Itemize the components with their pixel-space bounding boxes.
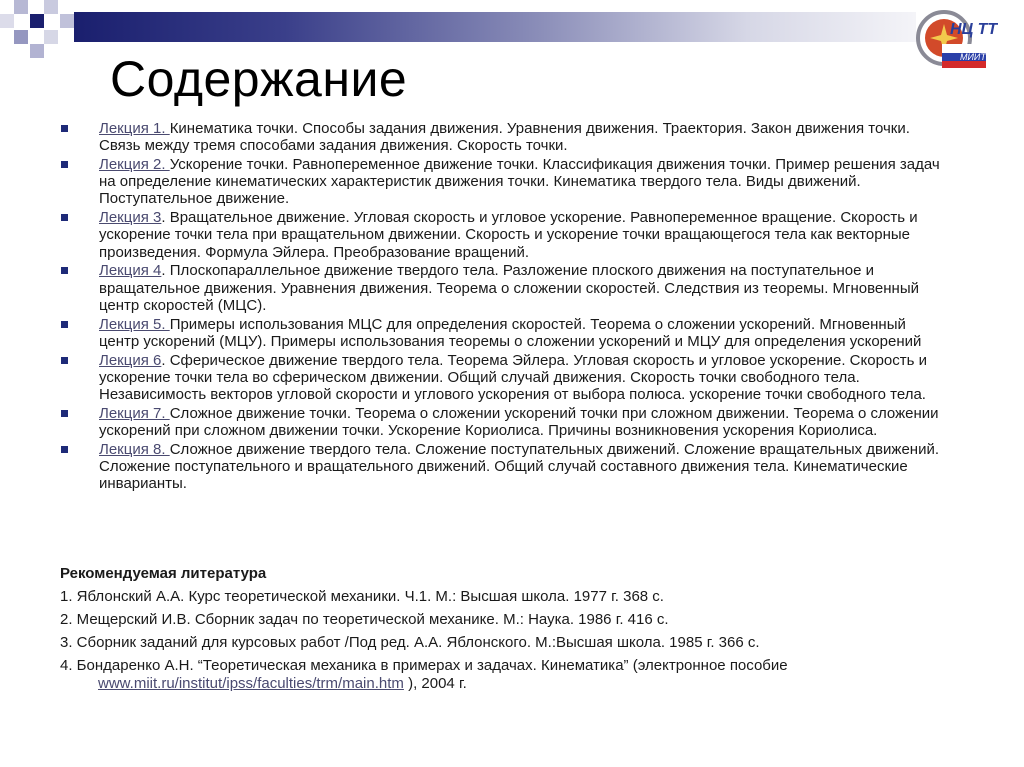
lecture-5-text: Примеры использования МЦС для определения скоростей. Теорема о сложении ускорений. Мгновенный центр ускорений (МЦУ). Примеры использования теоремы о сложении ускорений и МЦУ для определения ускорений: [99, 315, 922, 350]
lecture-item-5: [60, 316, 940, 350]
lecture-6-text: . Сферическое движение твердого тела. Теорема Эйлера. Угловая скорость и угловое ускорение. Скорость и ускорение точки тела во сферическом движении. Общий случай движения. Скорость точки свободного тела. Независимость векторов угловой скорости и углового ускорения от выбора полюса. ускорение точки свободного тела.: [99, 351, 927, 404]
reference-url-link[interactable]: www.miit.ru/institut/ipss/faculties/trm/main.htm: [98, 675, 404, 692]
reference-item-3: 3. Сборник заданий для курсовых работ /Под ред. А.А. Яблонского. М.:Высшая школа. 1985 г. 366 с.: [60, 634, 760, 651]
lecture-6-link[interactable]: Лекция 6: [99, 351, 162, 369]
lecture-8-link[interactable]: Лекция 8.: [99, 440, 170, 458]
logo-text-top: НЦ ТТ: [950, 21, 998, 38]
reference-item-2: 2. Мещерский И.В. Сборник задач по теоретической механике. М.: Наука. 1986 г. 416 с.: [60, 611, 669, 628]
bullet-square-icon: [61, 267, 68, 274]
page-title: Содержание: [110, 51, 408, 107]
lecture-4-text: . Плоскопараллельное движение твердого тела. Разложение плоского движения на поступательное и вращательное движения. Уравнения движения. Теорема о сложении скоростей. Следствия из теоремы. Мгновенный центр скоростей (МЦС).: [99, 262, 919, 314]
reference-item-4-text: 4. Бондаренко А.Н. “Теоретическая механика в примерах и задачах. Кинематика” (электронное пособие: [60, 657, 788, 674]
bullet-square-icon: [61, 446, 68, 453]
lecture-list: [60, 120, 940, 494]
lecture-1-link[interactable]: Лекция 1.: [99, 120, 170, 137]
bullet-square-icon: [61, 321, 68, 328]
bullet-square-icon: [61, 357, 68, 364]
lecture-1-text: Кинематика точки. Способы задания движения. Уравнения движения. Траектория. Закон движения точки. Связь между тремя способами задания движения. Скорость точки.: [99, 120, 910, 155]
lecture-item-6: [60, 352, 940, 404]
lecture-item-2: [60, 156, 940, 208]
lecture-item-4: [60, 262, 940, 314]
reference-item-4-tail: ), 2004 г.: [403, 675, 467, 692]
bullet-square-icon: [61, 125, 68, 132]
logo: [914, 6, 998, 70]
lecture-3-link[interactable]: Лекция 3: [99, 209, 162, 227]
lecture-7-text: Сложное движение точки. Теорема о сложении ускорений точки при сложном движении. Теорема о сложении ускорений при сложном движении точки. Ускорение Кориолиса. Причины возникновения ускорения Кориолиса.: [99, 404, 939, 440]
lecture-item-8: [60, 441, 940, 493]
lecture-item-1: [60, 120, 940, 154]
bullet-square-icon: [61, 161, 68, 168]
references-section: [60, 565, 960, 698]
header-gradient-bar: [74, 12, 916, 42]
lecture-8-text: Сложное движение твердого тела. Сложение поступательных движений. Сложение вращательных движений. Сложение поступательного и вращательного движений. Общий случай составного движения тела. Кинематические инварианты.: [99, 440, 939, 493]
reference-item-4: [60, 657, 960, 693]
lecture-4-link[interactable]: Лекция 4: [99, 262, 162, 280]
corner-squares-decoration: [0, 0, 80, 60]
bullet-square-icon: [61, 410, 68, 417]
lecture-3-text: . Вращательное движение. Угловая скорость и угловое ускорение. Равнопеременное вращение. Скорость и ускорение точки тела при вращательном движении. Скорость и ускорение точки вращающегося тела как векторные произведения. Формула Эйлера. Преобразование вращений.: [99, 209, 918, 261]
lecture-2-link[interactable]: Лекция 2.: [99, 156, 170, 173]
lecture-7-link[interactable]: Лекция 7.: [99, 404, 170, 422]
lecture-item-7: [60, 405, 940, 439]
references-heading: Рекомендуемая литература: [60, 565, 267, 582]
logo-text-bottom: МИИТ: [960, 52, 986, 62]
lecture-item-3: [60, 209, 940, 261]
lecture-2-text: Ускорение точки. Равнопеременное движение точки. Классификация движения точки. Пример решения задач на определение кинематических характеристик движения точки. Кинематика твердого тела. Виды движений. Поступательное движение.: [99, 156, 940, 208]
bullet-square-icon: [61, 214, 68, 221]
reference-item-1: 1. Яблонский А.А. Курс теоретической механики. Ч.1. М.: Высшая школа. 1977 г. 368 с.: [60, 588, 664, 605]
lecture-5-link[interactable]: Лекция 5.: [99, 315, 170, 333]
